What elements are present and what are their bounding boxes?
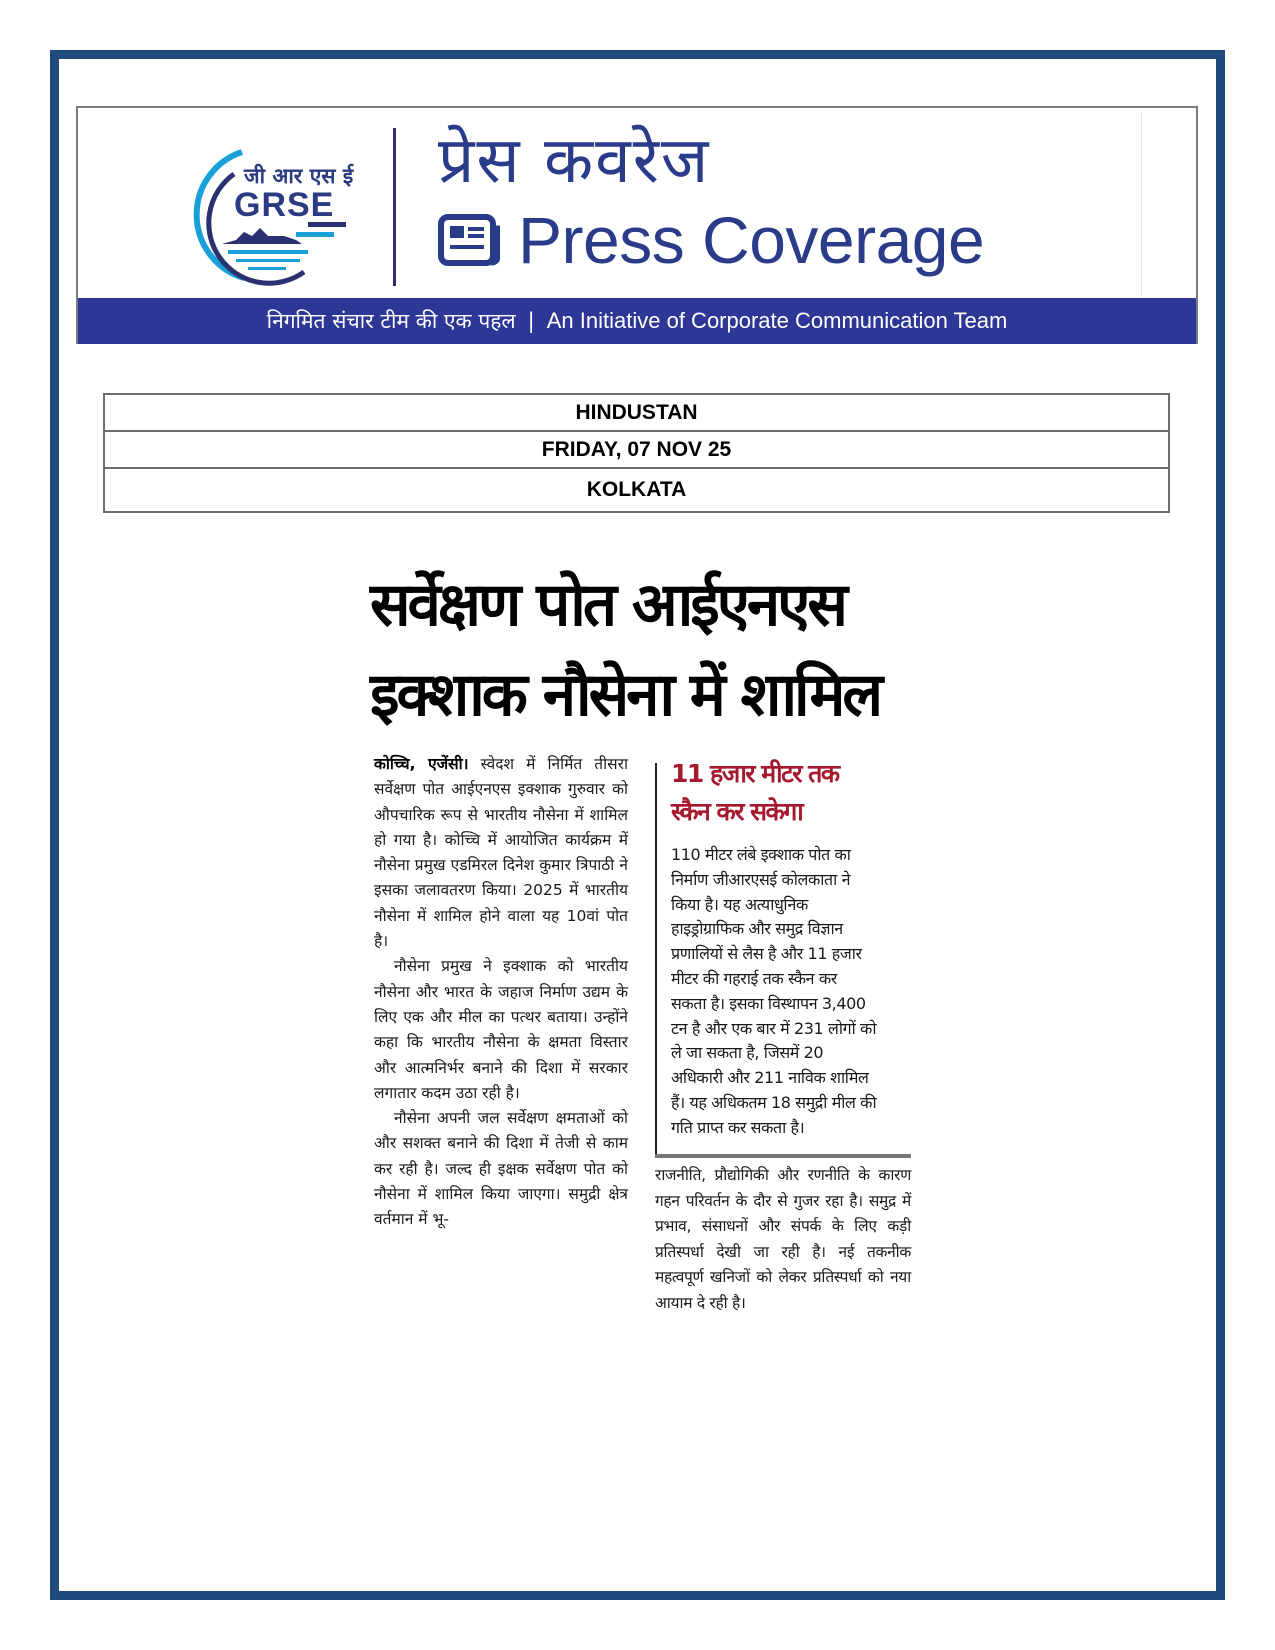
tagline-english: An Initiative of Corporate Communication Team bbox=[546, 308, 1008, 333]
sidebar-line: हाइड्रोग्राफिक और समुद्र विज्ञान bbox=[671, 919, 843, 939]
title-hindi: प्रेस कवरेज bbox=[438, 124, 711, 198]
tagline-separator: | bbox=[527, 309, 535, 333]
article-body-left-column bbox=[374, 752, 628, 1233]
sidebar-line: ले जा सकता है, जिसमें 20 bbox=[671, 1043, 824, 1063]
banner-header bbox=[78, 108, 1196, 298]
sidebar-title-line-2: स्कैन कर सकेगा bbox=[671, 797, 803, 826]
paragraph-1-text: स्वेदश में निर्मित तीसरा सर्वेक्षण पोत आईएनएस इक्शाक गुरुवार को औपचारिक रूप से भारतीय नौसेना में शामिल हो गया है। कोच्चि में आयोजित कार्यक्रम में नौसेना प्रमुख एडमिरल दिनेश कुमार त्रिपाठी ने इसका जलावतरण किया। 2025 में भारतीय नौसेना में शामिल होने वाला यह 10वां पोत है। bbox=[374, 755, 628, 951]
publication-date: FRIDAY, 07 NOV 25 bbox=[105, 432, 1168, 469]
fact-sidebar bbox=[657, 755, 910, 1155]
sidebar-line: टन है और एक बार में 231 लोगों को bbox=[671, 1018, 877, 1038]
logo-grse-text: GRSE bbox=[234, 186, 335, 224]
tagline-band bbox=[78, 298, 1196, 344]
publication-info-table bbox=[103, 393, 1170, 513]
sidebar-line: 110 मीटर लंबे इक्शाक पोत का bbox=[671, 845, 851, 864]
sidebar-body bbox=[671, 843, 911, 1141]
headline-line-1: सर्वेक्षण पोत आईएनएस bbox=[370, 570, 845, 640]
title-english-group bbox=[438, 200, 984, 280]
sidebar-line: हैं। यह अधिकतम 18 समुद्री मील की bbox=[671, 1092, 877, 1112]
newspaper-icon bbox=[438, 214, 500, 266]
sidebar-line: मीटर की गहराई तक स्कैन कर bbox=[671, 968, 837, 988]
dateline: कोच्चि, एजेंसी। bbox=[374, 755, 469, 773]
logo-hindi-text: जी आर एस ई bbox=[244, 164, 354, 188]
sidebar-line: सकता है। इसका विस्थापन 3,400 bbox=[671, 993, 866, 1013]
banner-edge-line bbox=[1141, 112, 1142, 296]
banner-divider bbox=[393, 128, 396, 286]
press-coverage-banner bbox=[76, 106, 1198, 344]
sidebar-line: किया है। यह अत्याधुनिक bbox=[671, 894, 808, 914]
sidebar-title-line-1: 11 हजार मीटर तक bbox=[671, 759, 839, 788]
title-english: Press Coverage bbox=[518, 203, 985, 277]
sidebar-bottom-rule bbox=[655, 1154, 911, 1158]
sidebar-line: निर्माण जीआरएसई कोलकाता ने bbox=[671, 869, 851, 889]
article-headline bbox=[370, 560, 910, 740]
article-paragraph-2: नौसेना प्रमुख ने इक्शाक को भारतीय नौसेना और भारत के जहाज निर्माण उद्यम के लिए एक और मील का पत्थर बताया। उन्होंने कहा कि भारतीय नौसेना के क्षमता विस्तार और आत्मनिर्भर बनाने की दिशा में सरकार लगातार कदम उठा रही है। bbox=[374, 957, 628, 1102]
sidebar-line: प्रणालियों से लैस है और 11 हजार bbox=[671, 944, 862, 964]
article-body-right-column bbox=[655, 1163, 911, 1317]
sidebar-title bbox=[671, 755, 839, 831]
headline-line-2: इक्शाक नौसेना में शामिल bbox=[370, 660, 881, 730]
article-paragraph-3: नौसेना अपनी जल सर्वेक्षण क्षमताओं को और सशक्त बनाने की दिशा में तेजी से काम कर रही है। जल्द ही इक्षक सर्वेक्षण पोत को नौसेना में शामिल किया जाएगा। समुद्री क्षेत्र वर्तमान में भू- bbox=[374, 1109, 628, 1229]
publication-edition: KOLKATA bbox=[586, 478, 687, 501]
article-continuation: राजनीति, प्रौद्योगिकी और रणनीति के कारण गहन परिवर्तन के दौर से गुजर रहा है। समुद्र में प्रभाव, संसाधनों और संपर्क के लिए कड़ी प्रतिस्पर्धा देखी जा रही है। नई तकनीक महत्वपूर्ण खनिजों को लेकर प्रतिस्पर्धा को नया आयाम दे रही है। bbox=[655, 1166, 911, 1312]
sidebar-line: गति प्राप्त कर सकता है। bbox=[671, 1117, 805, 1137]
article-paragraph-1 bbox=[374, 752, 628, 954]
sidebar-line: अधिकारी और 211 नाविक शामिल bbox=[671, 1068, 869, 1088]
publication-name: HINDUSTAN bbox=[105, 395, 1168, 432]
tagline-hindi: निगमित संचार टीम की एक पहल bbox=[266, 309, 516, 333]
grse-logo bbox=[184, 144, 364, 286]
